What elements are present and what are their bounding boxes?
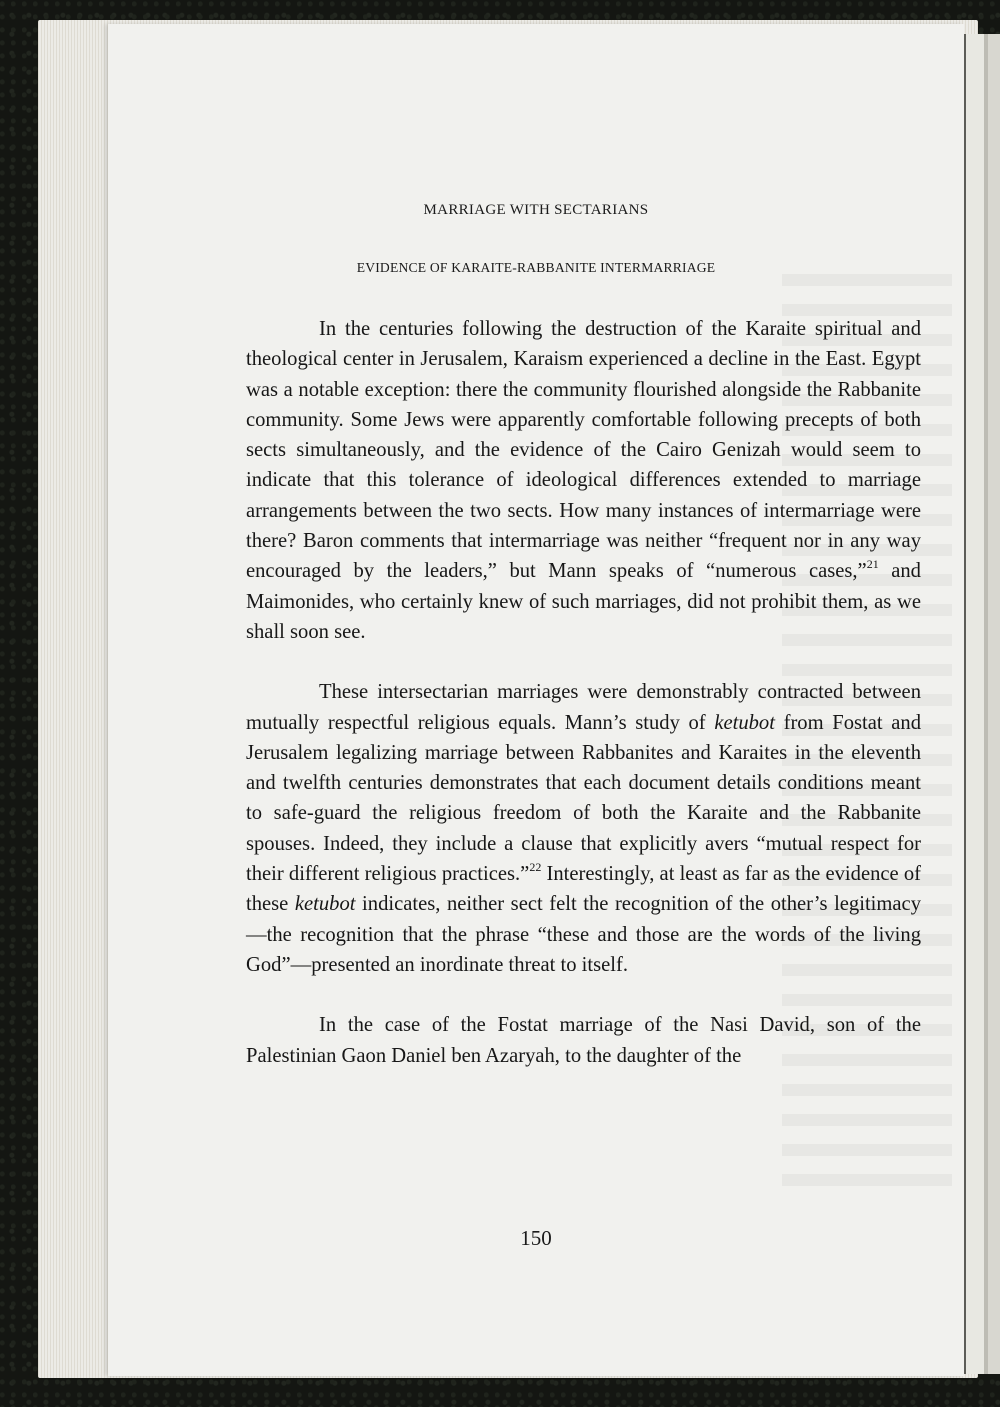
paragraph-3: In the case of the Fostat marriage of the Nasi David, son of the Palestinian Gaon Daniel ben Azaryah, to the daughter of the	[246, 1014, 921, 1067]
paragraph-2-text-a: These intersectarian marriages were demonstrably contracted between mutually respectful religious equals. Mann’s study of	[246, 681, 921, 734]
ketubot-term-2: ketubot	[294, 893, 356, 916]
ketubot-term-1: ketubot	[714, 711, 775, 734]
paragraph-1	[246, 314, 921, 647]
page-number: 150	[520, 1226, 552, 1250]
paragraph-2-text-d: indicates, neither sect felt the recognition of the other’s legitimacy—the recognition that the phrase “these and those are the words of the living God”—presented an inordinate threat to itself.	[246, 893, 921, 976]
running-head: MARRIAGE WITH SECTARIANS	[423, 202, 649, 218]
paragraph-1-text-a: In the centuries following the destruction of the Karaite spiritual and theological center in Jerusalem, Karaism experienced a decline in the East. Egypt was a notable exception: there the community flourished alongside the Rabbanite community. Some Jews were apparently comfortable following precepts of both sects simultaneously, and the evidence of the Cairo Genizah would seem to indicate that this tolerance of ideological differences extended to marriage arrangements between the two sects. How many instances of intermarriage were there? Baron comments that intermarriage was neither “frequent nor in any way encouraged by the leaders,” but Mann speaks of “numerous cases,”	[246, 318, 921, 583]
section-heading: EVIDENCE OF KARAITE-RABBANITE INTERMARRIAGE	[356, 260, 716, 275]
right-page-edge	[960, 34, 1000, 1374]
footnote-ref-21: 21	[866, 557, 879, 572]
footnote-ref-22: 22	[529, 860, 542, 875]
paragraph-1-text-b: and Maimonides, who certainly knew of such marriages, did not prohibit them, as we shall soon see.	[246, 560, 921, 643]
paragraph-2	[246, 677, 921, 980]
paragraph-2-text-c: Interestingly, at least as far as the evidence of these	[246, 863, 921, 916]
body-text	[246, 314, 921, 1071]
paragraph-2-text-b: from Fostat and Jerusalem legalizing marriage between Rabbanites and Karaites in the eleventh and twelfth centuries demonstrates that each document details conditions meant to safe-guard the religious freedom of both the Karaite and the Rabbanite spouses. Indeed, they include a clause that explicitly avers “mutual respect for their different religious practices.”	[246, 711, 921, 886]
book-page	[108, 24, 964, 1376]
